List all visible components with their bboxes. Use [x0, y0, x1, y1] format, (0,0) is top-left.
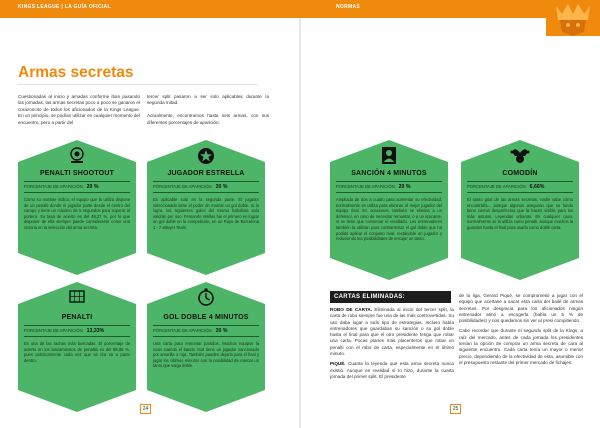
card-gol-doble — [147, 282, 265, 412]
mercado-paragraph: Cabe recordar que durante el segundo split de la Kings, a raíz del mercado, antes de cada jornada los presidentes tenían la opción de comprar un arma secreta de cara al siguiente encuentro. Cada carta tenía un mayor o menor precio, dependiendo de la efectividad de esta, asumible con el presupuesto restante del primer mercado de fichajes. — [459, 328, 583, 365]
header-bar — [0, 0, 600, 18]
penalized-player-icon — [379, 145, 399, 165]
goal-net-icon — [67, 287, 87, 307]
card-title: PENALTI — [61, 314, 93, 321]
page-title: Armas secretas — [18, 64, 134, 81]
stopwatch-icon — [196, 287, 216, 307]
jester-icon — [510, 144, 530, 164]
card-title: JUGADOR ESTRELLA — [167, 170, 245, 177]
header-left-label: KINGS LEAGUE | LA GUÍA OFICIAL — [18, 4, 111, 10]
star-icon — [196, 146, 216, 166]
card-description: El santo grial de las armas secretas, nadie sabe cómo encontrarla... aunque algunos aseguran que su fundo tiene ciertos desperfectos que la hacen visible para los más astutos. Leyendas urbanas. En cualquier caso, normalmente se la utiliza como penalti, aunque muchos la guardan hasta el final para usarla como doble carta. — [467, 197, 573, 230]
appearance-percentage: PORCENTAJE DE APARICIÓN: 20 % — [336, 181, 442, 193]
intro-column-2: tercer split pasaron a ser solo aplicables durante la segunda mitad. Actualmente, encontramos hasta seis armas, con sus diferentes porcentajes de aparición: — [147, 94, 269, 125]
pique-continued-paragraph: de la liga, Gerard Piqué, se comprometió a jugar con el equipo que acertase a sacar esta carta del bailé de armas secretas. Por desgracia para los aficionados ningún entrenador atinó a escogerla (había un 5 % de posibilidades) y nos quedamos sin ver al presi compitiendo. — [459, 293, 583, 324]
card-description: Es una de las rachas más buscadas. El porcentaje de acierto en los lanzamientos de penaltis es del 89,85 %, pues prácticamente cada vez que se tira va a parar dentro. — [24, 341, 130, 363]
page-number-left: 24 — [140, 404, 151, 414]
appearance-percentage: PORCENTAJE DE APARICIÓN: 20 % — [153, 325, 259, 337]
appearance-percentage: PORCENTAJE DE APARICIÓN: 6,66% — [467, 181, 573, 193]
card-title: PENALTI SHOOTOUT — [39, 170, 115, 177]
card-penalti — [18, 282, 136, 412]
cartas-column-1 — [330, 307, 454, 384]
appearance-percentage: PORCENTAJE DE APARICIÓN: 20 % — [153, 181, 259, 193]
card-description: Como su nombre indica, el equipo que la utiliza dispone de un penalti donde el jugador parte desde el centro del campo y tiene un máximo de 5 segundos para superar al portero. Su tasa de acierto es del 48,27 %, por lo que disponer de ella siempre puede considerarse como una victoria en la selección del arma secreta. — [24, 197, 130, 230]
card-penalti-shootout — [18, 140, 136, 275]
pique-paragraph: PIQUÉ. Cuanta la leyenda que esta arma secreta nunca existió. Aunque en realidad sí lo hizo, durante la cuarta jornada del primer split. El presidente — [330, 361, 454, 379]
page-spine — [299, 18, 301, 428]
header-right-label: NORMAS — [336, 4, 361, 10]
title-divider — [18, 84, 258, 85]
appearance-percentage: PORCENTAJE DE APARICIÓN: 20 % — [24, 181, 130, 193]
section-heading: CARTAS ELIMINADAS: — [330, 291, 451, 303]
card-jugador-estrella — [147, 140, 265, 275]
card-comodin — [461, 140, 579, 280]
card-description: Ampliada de dos a cuatro para aumentar su efectividad, normalmente se utiliza para eliminar al mejor jugador del equipo rival. En ocasiones, también se elimina a un defensor, en caso de necesitar remontar, o a un atacante, si se tiene que conservar el resultado. Los entrenadores también la utilizan para contrarrestar el gol doble que ha podido aplicar el conjunto rival, restándole un jugador y reduciendo las posibilidades de encajar un tanto. — [336, 197, 442, 242]
crowned-king-logo — [546, 0, 600, 36]
card-title: COMODÍN — [502, 170, 538, 177]
robo-de-carta-paragraph: ROBO DE CARTA. Eliminada al inicio del tercer split, la carta de robo siempre fue una de las más controvertidas. Su uso daba lugar a todo tipo de estrategias. Incluso había entrenadores que guardaban su sanción o su gol doble hasta el final para que el otro presidente tenga que robar una carta. Pocas planes más placenteros que robar un penalti con el robo de carta, especialmente en el último minuto. — [330, 307, 454, 357]
card-sancion — [330, 140, 448, 280]
card-title: GOL DOBLE 4 MINUTOS — [163, 314, 249, 321]
appearance-percentage: PORCENTAJE DE APARICIÓN: 13,33% — [24, 325, 130, 337]
cartas-column-2 — [459, 293, 583, 370]
card-title: SANCIÓN 4 MINUTOS — [351, 170, 427, 177]
card-description: Es aplicable solo en la segunda parte. El jugador seleccionado tiene el poder de marcar un gol doble. Si lo logra, los siguientes goles del mismo futbolista solo valdrán por uno. Fernando Velillas fue el primero en lograr un gol doble en la competición, en un Rayo de Barcelona 1 - 7 xBuyer Team. — [153, 197, 259, 230]
penalty-target-icon — [67, 146, 87, 166]
card-description: Una carta para remontar partidos. Muchos equipos la usan cuando el bando rival tiene un jugador sancionado por amarilla o roja. También pueden dejarla para el final y jugar los últimos minutos con la posibilidad de marcar un tanto que valga doble. — [153, 341, 259, 369]
page-number-right: 25 — [450, 404, 461, 414]
intro-column-1: Cuestionadas al inicio y amadas conforme iban pasando las jornadas, las armas secretas poco a poco se ganaron el corazoncito de todos los aficionados de la Kings League. En un principio, se podían utilizar en cualquier momento del encuentro, pero a partir del — [18, 94, 140, 125]
